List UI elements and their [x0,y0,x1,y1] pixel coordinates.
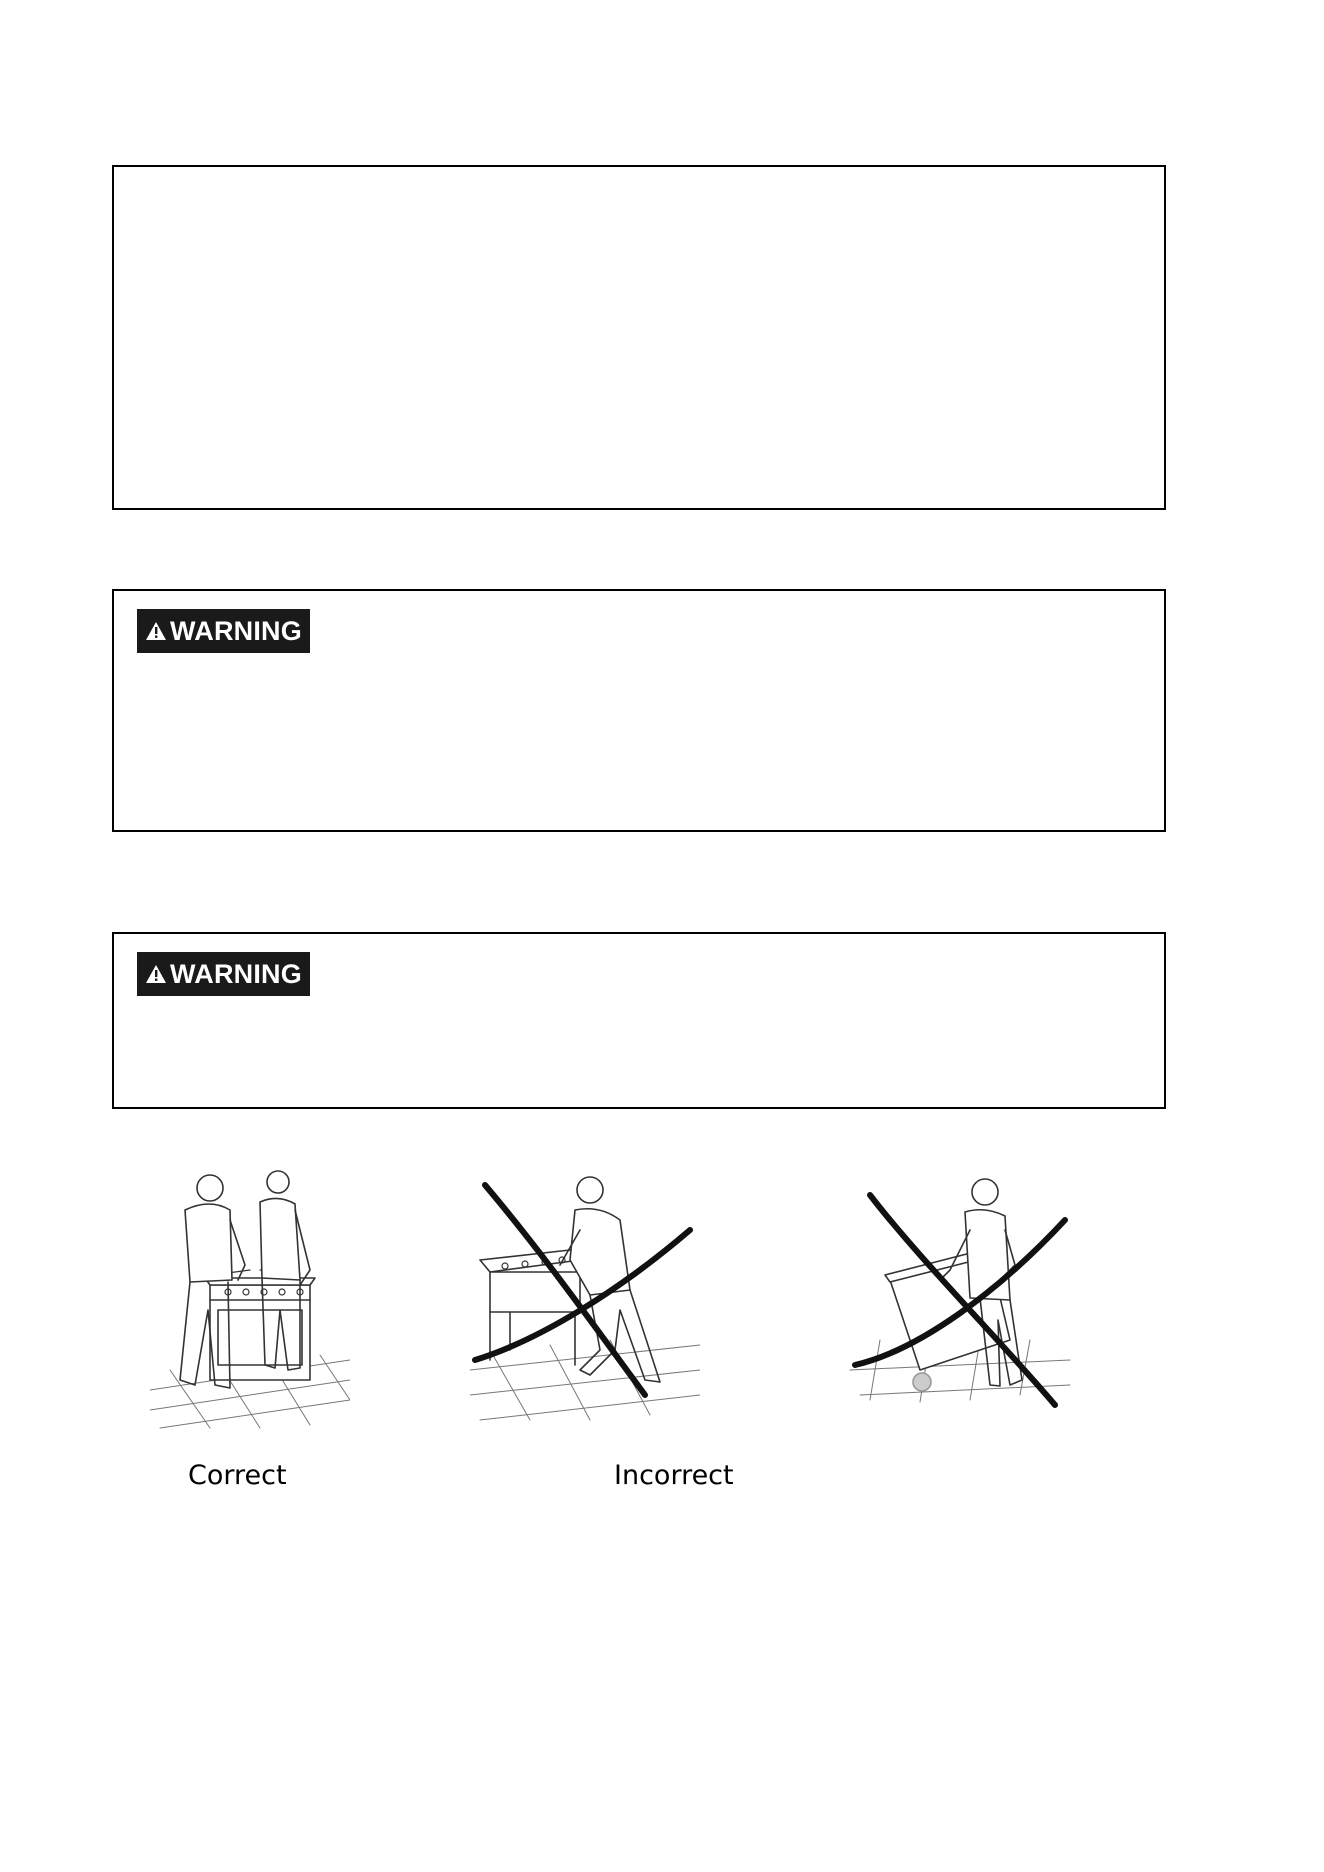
warning-label [137,609,310,653]
warning-label-text: WARNING [170,615,302,646]
caption-incorrect: Incorrect [614,1460,734,1491]
warning-triangle-icon [145,964,167,984]
warning-label-text: WARNING [170,958,302,989]
incorrect-lift-illustration-1 [470,1170,700,1430]
warning-triangle-icon [145,621,167,641]
warning-box-2 [112,932,1166,1109]
notice-box [112,165,1166,510]
warning-box-1 [112,589,1166,832]
incorrect-lift-illustration-2 [840,1170,1080,1430]
caption-correct: Correct [188,1460,287,1491]
warning-label [137,952,310,996]
correct-lift-illustration [150,1170,350,1430]
